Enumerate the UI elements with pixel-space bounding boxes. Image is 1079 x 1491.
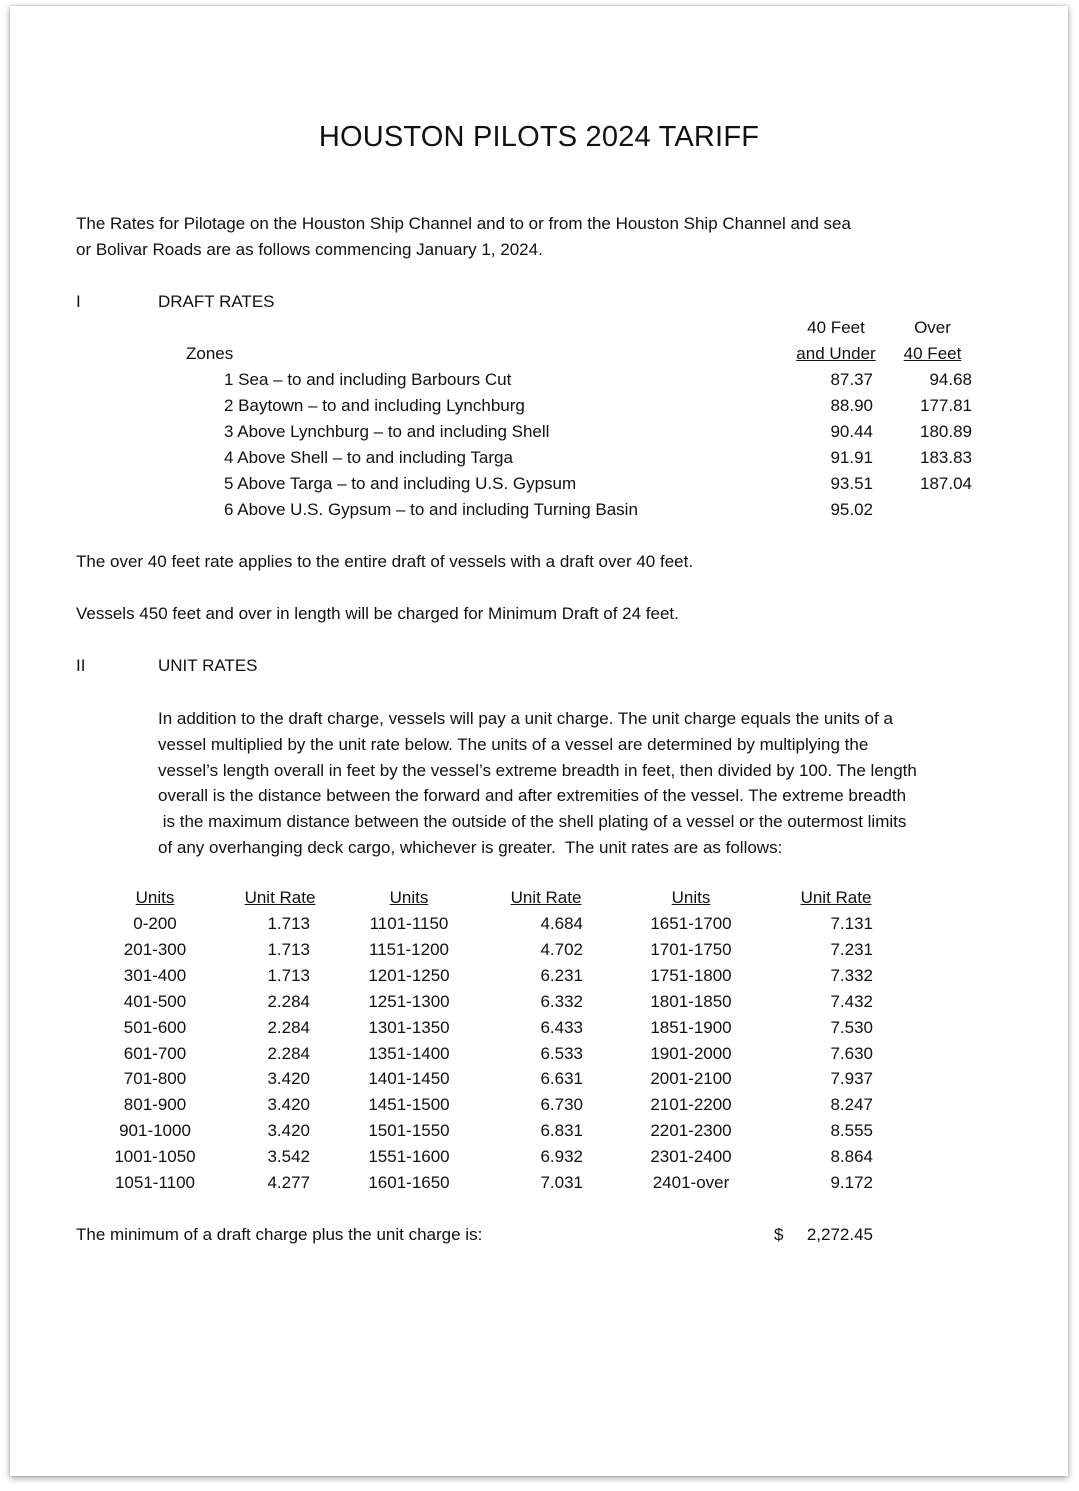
unit-rate-cell: 4.277: [267, 1173, 310, 1192]
paragraph-line: vessel multiplied by the unit rate below. The units of a vessel are determined by multiplying the: [158, 734, 869, 754]
units-range-cell: 2301-2400: [650, 1147, 732, 1167]
section1-numeral: I: [76, 292, 81, 311]
page-title: HOUSTON PILOTS 2024 TARIFF: [318, 121, 760, 153]
unit-rate-cell: 2.284: [267, 991, 310, 1011]
units-range-cell: 1801-1850: [650, 991, 732, 1011]
unit-rate-header: Unit Rate: [510, 888, 582, 907]
units-range-cell: 1451-1500: [368, 1095, 450, 1115]
units-range-cell: 1051-1100: [114, 1173, 196, 1192]
zone-under40: 91.91: [830, 448, 873, 467]
zone-over40: 94.68: [929, 370, 972, 389]
unit-rate-cell: 1.713: [267, 939, 310, 959]
unit-rate-cell: 7.131: [830, 914, 873, 933]
units-range-cell: 701-800: [123, 1069, 187, 1089]
unit-rate-cell: 7.432: [830, 991, 873, 1011]
unit-rate-cell: 6.831: [540, 1121, 583, 1141]
units-range-cell: 1101-1150: [369, 914, 449, 933]
unit-rate-cell: 6.433: [540, 1017, 583, 1037]
unit-rate-cell: 7.530: [830, 1017, 873, 1037]
units-range-cell: 1151-1200: [368, 939, 450, 959]
zone-name: 6 Above U.S. Gypsum – to and including Turning Basin: [224, 500, 638, 519]
unit-rate-cell: 8.247: [830, 1095, 873, 1115]
col2-header-line2: 40 Feet: [903, 344, 962, 363]
units-range-cell: 601-700: [123, 1043, 187, 1063]
paragraph-line: overall is the distance between the forward and after extremities of the vessel. The extreme breadth: [158, 786, 907, 806]
units-range-cell: 1601-1650: [368, 1173, 450, 1192]
unit-rate-cell: 6.533: [540, 1043, 583, 1063]
zone-under40: 90.44: [830, 422, 873, 441]
unit-rate-cell: 6.730: [540, 1095, 583, 1115]
unit-rate-cell: 2.284: [267, 1017, 310, 1037]
units-range-cell: 1001-1050: [114, 1147, 196, 1167]
zone-name: 2 Baytown – to and including Lynchburg: [224, 396, 525, 415]
unit-rate-cell: 7.937: [830, 1069, 873, 1089]
units-range-cell: 2201-2300: [650, 1121, 732, 1141]
units-range-cell: 1551-1600: [368, 1147, 450, 1167]
unit-rate-header: Unit Rate: [800, 888, 872, 907]
zone-over40: 177.81: [920, 396, 972, 415]
unit-rate-header: Unit Rate: [244, 888, 316, 907]
section2-numeral: II: [76, 656, 86, 675]
paragraph-line: is the maximum distance between the outside of the shell plating of a vessel or the outermost limits: [158, 812, 907, 832]
units-range-cell: 301-400: [123, 965, 187, 985]
units-header: Units: [671, 888, 711, 907]
units-range-cell: 401-500: [123, 991, 187, 1011]
units-range-cell: 1701-1750: [650, 939, 732, 959]
unit-rate-cell: 7.332: [830, 965, 873, 985]
col1-header-line2: and Under: [796, 344, 876, 363]
units-range-cell: 1501-1550: [368, 1121, 450, 1141]
unit-rate-cell: 6.332: [540, 991, 583, 1011]
zones-label: Zones: [186, 344, 234, 363]
unit-rate-cell: 3.420: [267, 1069, 310, 1089]
intro-line-2: or Bolivar Roads are as follows commencing January 1, 2024.: [76, 240, 543, 259]
unit-rate-cell: 7.031: [540, 1173, 583, 1192]
unit-rate-cell: 3.420: [267, 1121, 310, 1141]
unit-rate-cell: 2.284: [267, 1043, 310, 1063]
note-over40: The over 40 feet rate applies to the entire draft of vessels with a draft over 40 feet.: [76, 552, 694, 571]
units-range-cell: 901-1000: [119, 1121, 191, 1141]
zone-under40: 95.02: [830, 500, 873, 519]
unit-rate-cell: 3.542: [267, 1147, 310, 1167]
units-range-cell: 1401-1450: [368, 1069, 450, 1089]
units-range-cell: 1201-1250: [368, 965, 450, 985]
units-header: Units: [135, 888, 175, 907]
unit-rate-cell: 1.713: [267, 914, 310, 933]
unit-rate-cell: 6.932: [540, 1147, 583, 1167]
unit-rate-cell: 4.702: [540, 939, 583, 959]
units-range-cell: 2401-over: [652, 1173, 730, 1192]
units-range-cell: 1751-1800: [650, 965, 732, 985]
zone-name: 4 Above Shell – to and including Targa: [224, 448, 513, 467]
units-range-cell: 2001-2100: [650, 1069, 732, 1089]
zone-name: 5 Above Targa – to and including U.S. Gypsum: [224, 474, 577, 493]
note-min-draft: Vessels 450 feet and over in length will be charged for Minimum Draft of 24 feet.: [76, 604, 679, 623]
section2-heading: UNIT RATES: [158, 656, 258, 675]
units-range-cell: 1251-1300: [368, 991, 450, 1011]
zone-under40: 87.37: [830, 370, 873, 389]
units-range-cell: 201-300: [123, 939, 187, 959]
units-range-cell: 1351-1400: [368, 1043, 450, 1063]
zone-name: 3 Above Lynchburg – to and including Shell: [224, 422, 550, 441]
zone-over40: 183.83: [920, 448, 972, 467]
zone-under40: 93.51: [830, 474, 873, 493]
paragraph-line: of any overhanging deck cargo, whichever is greater. The unit rates are as follows:: [158, 837, 783, 857]
section1-heading: DRAFT RATES: [158, 292, 275, 311]
units-range-cell: 1901-2000: [650, 1043, 732, 1063]
unit-rate-cell: 7.231: [830, 939, 873, 959]
units-range-cell: 1301-1350: [368, 1017, 450, 1037]
zone-under40: 88.90: [830, 396, 873, 415]
units-header: Units: [389, 888, 429, 907]
currency-symbol: $: [774, 1225, 784, 1244]
units-range-cell: 0-200: [133, 914, 177, 933]
col1-header-line1: 40 Feet: [807, 318, 865, 337]
col2-header-line1: Over: [914, 318, 951, 337]
unit-rate-cell: 8.555: [830, 1121, 873, 1141]
minimum-amount: 2,272.45: [806, 1225, 873, 1244]
units-range-cell: 1851-1900: [650, 1017, 732, 1037]
unit-rate-cell: 6.631: [540, 1069, 583, 1089]
zone-over40: 187.04: [920, 474, 972, 493]
intro-line-1: The Rates for Pilotage on the Houston Ship Channel and to or from the Houston Ship Channel and sea: [76, 214, 851, 233]
zone-over40: 180.89: [920, 422, 972, 441]
unit-rate-cell: 6.231: [540, 965, 583, 985]
paragraph-line: In addition to the draft charge, vessels will pay a unit charge. The unit charge equals the units of a: [158, 709, 893, 728]
unit-rate-cell: 7.630: [830, 1043, 873, 1063]
units-range-cell: 2101-2200: [650, 1095, 732, 1115]
unit-rate-cell: 9.172: [830, 1173, 873, 1192]
unit-rate-cell: 8.864: [830, 1147, 873, 1167]
unit-rate-cell: 4.684: [540, 914, 583, 933]
document-page: [10, 6, 1068, 1476]
unit-rates-paragraph: [158, 706, 988, 861]
paragraph-line: vessel’s length overall in feet by the vessel’s extreme breadth in feet, then divided by 100. The length: [158, 760, 917, 780]
units-range-cell: 501-600: [123, 1017, 187, 1037]
unit-rate-cell: 3.420: [267, 1095, 310, 1115]
zone-name: 1 Sea – to and including Barbours Cut: [224, 370, 512, 389]
units-range-cell: 801-900: [123, 1095, 187, 1115]
unit-rate-cell: 1.713: [267, 965, 310, 985]
minimum-label: The minimum of a draft charge plus the unit charge is:: [76, 1225, 483, 1244]
units-range-cell: 1651-1700: [650, 914, 732, 933]
